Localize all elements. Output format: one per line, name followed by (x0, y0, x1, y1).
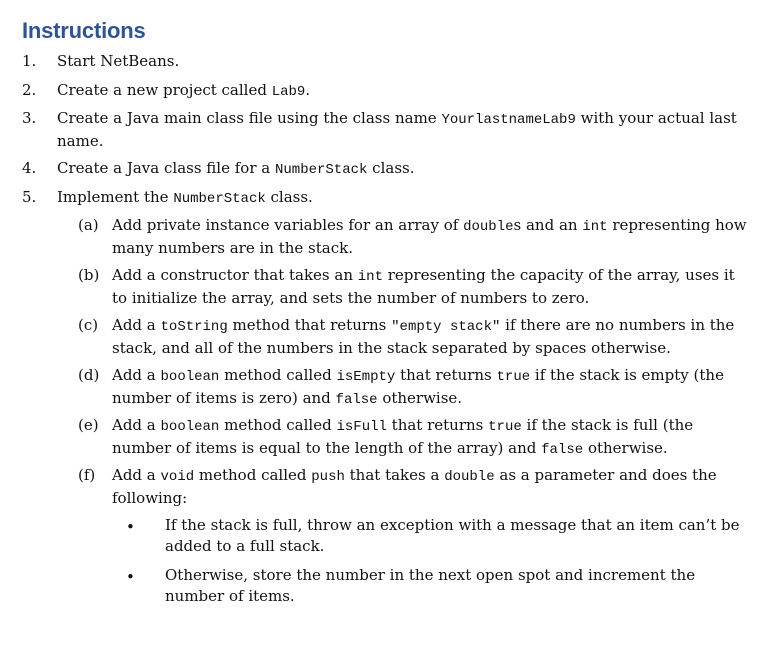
text-run: Add a (112, 316, 161, 334)
code-token: isFull (336, 419, 387, 435)
code-token: false (541, 442, 584, 458)
text-run: that takes a (344, 466, 445, 484)
text-run: Add private instance variables for an array of (112, 216, 464, 234)
text-run: Create a new project called (57, 81, 272, 99)
text-run: class. (265, 188, 313, 206)
code-token: boolean (160, 419, 220, 435)
text-run: Create a Java main class file using the class name (57, 109, 442, 127)
code-token: NumberStack (274, 162, 368, 178)
text-run: that returns (395, 366, 497, 384)
step-number: 5. (22, 188, 37, 206)
code-token: YourlastnameLab9 (441, 112, 576, 128)
text-run: Add a (112, 466, 161, 484)
text-run: otherwise. (377, 389, 463, 407)
substep-text (112, 265, 747, 309)
text-run: otherwise. (583, 439, 668, 457)
substep-label: (c) (78, 316, 99, 334)
substep-text (112, 465, 747, 509)
step-number: 4. (22, 159, 37, 177)
substep-text (112, 215, 747, 259)
text-run: if there are no numbers in the stack, and all of the numbers in the stack separated by spaces otherwise. (112, 316, 735, 357)
bullet-icon: • (126, 568, 135, 586)
bullet-icon: • (126, 518, 135, 536)
code-token: isEmpty (336, 369, 396, 385)
code-token: true (496, 369, 531, 385)
code-token: Lab9 (271, 84, 306, 100)
substep-label: (e) (78, 416, 99, 434)
substep-label: (f) (78, 466, 96, 484)
code-token: double (463, 219, 514, 235)
code-token: toString (160, 319, 228, 335)
text-run: that returns (386, 416, 489, 434)
text-run: method called (219, 366, 337, 384)
code-token: NumberStack (173, 191, 266, 207)
text-run: Add a (112, 416, 161, 434)
code-token: false (335, 392, 378, 408)
step-number: 1. (22, 52, 37, 70)
step-number: 3. (22, 109, 37, 127)
code-token: push (311, 469, 345, 485)
code-token: double (444, 469, 495, 485)
text-run: Create a Java class file for a (57, 159, 275, 177)
text-run: representing how many numbers are in the stack. (112, 216, 747, 257)
code-token: int (357, 269, 383, 285)
substep-label: (b) (78, 266, 100, 284)
text-run: if the stack is full (the number of items is equal to the length of the array) and (112, 416, 694, 457)
code-token: boolean (160, 369, 220, 385)
text-run: method called (194, 466, 312, 484)
text-run: . (305, 81, 311, 99)
section-heading: Instructions (22, 18, 146, 43)
text-run: s and an (513, 216, 583, 234)
substep-text (112, 365, 747, 411)
code-token: "empty stack" (391, 319, 501, 335)
substep-text (112, 415, 747, 461)
step-text (57, 108, 747, 152)
text-run: Start NetBeans. (57, 52, 180, 70)
step-text (57, 51, 747, 72)
code-token: void (160, 469, 195, 485)
text-run: with your actual last name. (57, 109, 737, 150)
code-token: int (582, 219, 608, 235)
substep-label: (a) (78, 216, 99, 234)
substep-label: (d) (78, 366, 100, 384)
code-token: true (488, 419, 522, 435)
step-text (57, 158, 747, 181)
bullet-text: Otherwise, store the number in the next open spot and increment the number of items. (165, 566, 696, 605)
text-run: method called (219, 416, 337, 434)
text-run: if the stack is empty (the number of items is zero) and (112, 366, 724, 407)
text-run: Add a (112, 366, 161, 384)
text-run: method that returns (227, 316, 392, 334)
step-text (57, 187, 747, 210)
text-run: Implement the (57, 188, 174, 206)
text-run: Add a constructor that takes an (112, 266, 358, 284)
text-run: representing the capacity of the array, uses it to initialize the array, and sets the number of numbers to zero. (112, 266, 735, 307)
substep-text (112, 315, 747, 359)
step-number: 2. (22, 81, 37, 99)
text-run: class. (367, 159, 415, 177)
bullet-text: If the stack is full, throw an exception with a message that an item can’t be added to a full stack. (165, 516, 740, 555)
step-text (57, 80, 747, 103)
text-run: as a parameter and does the following: (112, 466, 717, 507)
